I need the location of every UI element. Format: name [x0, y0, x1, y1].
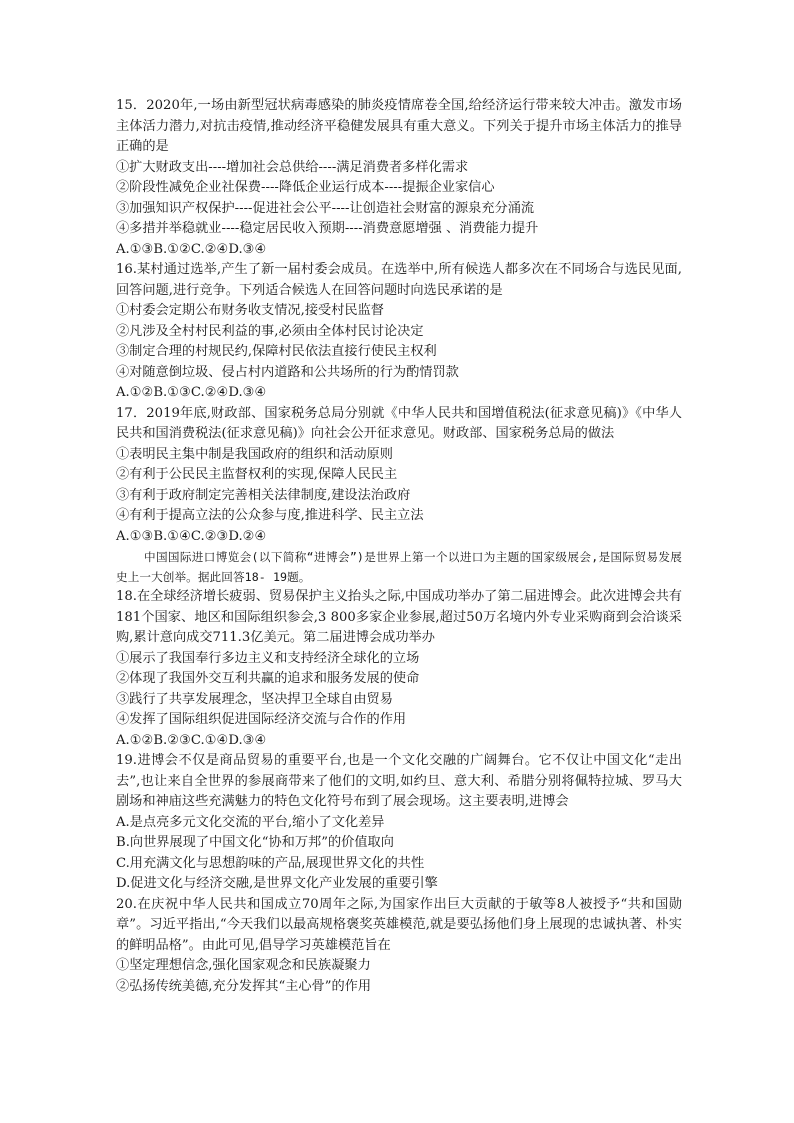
- q15-option-3: ③加强知识产权保护----促进社会公平----让创造社会财富的源泉充分涌流: [116, 200, 535, 216]
- q15-choices: A.①③B.①②C.②④D.③④: [116, 241, 267, 257]
- reading-note: 中国国际进口博览会(以下简称“进博会”)是世界上第一个以进口为主题的国家级展会,是国际贸易发展史上一大创举。据此回答18- 19题。: [116, 550, 682, 584]
- q15-option-4: ④多措并举稳就业----稳定居民收入预期----消费意愿增强 、消费能力提升: [116, 221, 539, 236]
- q17-option-2: ②有利于公民民主监督权利的实现,保障人民民主: [116, 467, 398, 482]
- q17-option-3: ③有利于政府制定完善相关法律制度,建设法治政府: [116, 487, 411, 503]
- q19-stem: 19.进博会不仅是商品贸易的重要平台,也是一个文化交融的广阔舞台。它不仅让中国文化“走出去”,也让来自全世界的参展商带来了他们的文明,如约旦、意大利、希腊分别将佩特拉城、罗马大剧场和神庙这些充满魅力的特色文化符号布到了展会现场。这主要表明,进博会: [116, 753, 682, 809]
- q17-choices: A.①③B.①④C.②③D.②④: [116, 528, 267, 544]
- q17-option-1: ①表明民主集中制是我国政府的组织和活动原则: [116, 446, 393, 462]
- q17-stem: 17．2019年底,财政部、国家税务总局分别就《中华人民共和国增值税法(征求意见稿)》《中华人民共和国消费税法(征求意见稿)》向社会公开征求意见。财政部、国家税务总局的做法: [116, 405, 682, 441]
- q18-option-3: ③践行了共享发展理念，坚决捍卫全球自由贸易: [116, 691, 393, 707]
- q15-stem: 15．2020年,一场由新型冠状病毒感染的肺炎疫情席卷全国,给经济运行带来较大冲击。激发市场主体活力潜力,对抗击疫情,推动经济平稳健发展具有重大意义。下列关于提升市场主体活力的推导正确的是: [116, 98, 682, 154]
- q16-option-4: ④对随意倒垃圾、侵占村内道路和公共场所的行为酌情罚款: [116, 364, 459, 380]
- q16-option-1: ①村委会定期公布财务收支情况,接受村民监督: [116, 303, 384, 318]
- q18-choices: A.①②B.②③C.①④D.③④: [116, 732, 267, 748]
- q19-option-d: D.促进文化与经济交融,是世界文化产业发展的重要引擎: [116, 876, 438, 891]
- q16-option-2: ②凡涉及全村村民利益的事,必须由全体村民讨论决定: [116, 323, 424, 339]
- q17-option-4: ④有利于提高立法的公众参与度,推进科学、民主立法: [116, 508, 424, 523]
- q18-option-1: ①展示了我国奉行多边主义和支持经济全球化的立场: [116, 650, 420, 666]
- q16-option-3: ③制定合理的村规民约,保障村民依法直接行使民主权利: [116, 344, 437, 359]
- q20-stem: 20.在庆祝中华人民共和国成立70周年之际,为国家作出巨大贡献的于敏等8人被授予“共和国勋章”。习近平指出,“今天我们以最高规格褒奖英雄模范,就是要弘扬他们身上展现的忠诚执著、朴实的鲜明品格”。由此可见,倡导学习英雄模范旨在: [116, 896, 682, 953]
- q19-option-b: B.向世界展现了中国文化“协和万邦”的价值取向: [116, 835, 394, 850]
- q19-option-c: C.用充满文化与思想韵味的产品,展现世界文化的共性: [116, 855, 425, 871]
- q18-stem: 18.在全球经济增长疲弱、贸易保护主义抬头之际,中国成功举办了第二届进博会。此次进博会共有181个国家、地区和国际组织参会,3 800多家企业参展,超过50万名境内外专业采购商到会洽谈采购,累计意向成交711.3亿美元。第二届进博会成功举办: [116, 589, 682, 645]
- q15-option-1: ①扩大财政支出----增加社会总供给----满足消费者多样化需求: [116, 159, 469, 175]
- q18-option-4: ④发挥了国际组织促进国际经济交流与合作的作用: [116, 712, 407, 727]
- q19-option-a: A.是点亮多元文化交流的平台,缩小了文化差异: [116, 814, 385, 830]
- q20-option-2: ②弘扬传统美德,充分发挥其“主心骨”的作用: [116, 978, 372, 994]
- q16-stem: 16.某村通过选举,产生了新一届村委会成员。在选举中,所有候选人都多次在不同场合与选民见面,回答问题,进行竞争。下列适合候选人在回答问题时向选民承诺的是: [116, 262, 682, 298]
- q18-option-2: ②体现了我国外交互利共赢的追求和服务发展的使命: [116, 671, 420, 686]
- q20-option-1: ①坚定理想信念,强化国家观念和民族凝聚力: [116, 958, 371, 973]
- q15-option-2: ②阶段性减免企业社保费----降低企业运行成本----提振企业家信心: [116, 180, 495, 195]
- exam-page: [116, 96, 682, 997]
- q16-choices: A.①②B.①③C.②④D.③④: [116, 385, 267, 400]
